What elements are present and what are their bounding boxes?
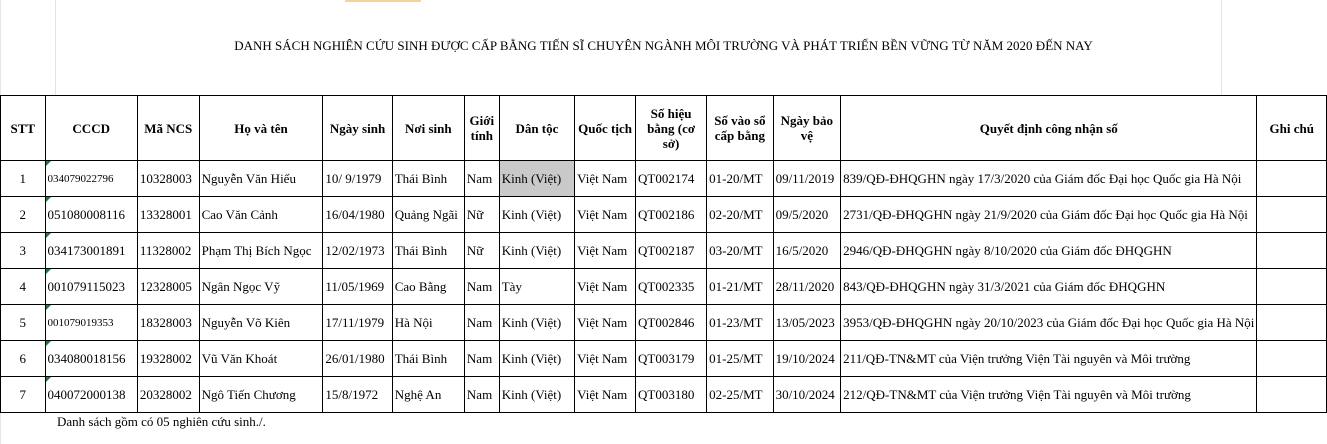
text-number-indicator-icon (46, 341, 51, 346)
cell-ngay-bao-ve[interactable]: 09/5/2020 (773, 197, 841, 233)
cell-so-hieu-bang[interactable]: QT002187 (636, 233, 707, 269)
header-ngay-sinh[interactable]: Ngày sinh (323, 96, 392, 161)
cell-so-vao-so[interactable]: 03-20/MT (707, 233, 773, 269)
cell-so-hieu-bang[interactable]: QT002186 (636, 197, 707, 233)
ncs-table (0, 95, 1327, 413)
cell-ngay-sinh[interactable]: 15/8/1972 (323, 377, 392, 413)
cell-quyet-dinh[interactable]: 839/QĐ-ĐHQGHN ngày 17/3/2020 của Giám đốc Đại học Quốc gia Hà Nội (841, 161, 1257, 197)
header-ma-ncs[interactable]: Mã NCS (137, 96, 199, 161)
selected-column-indicator (345, 0, 421, 2)
cell-stt[interactable]: 6 (1, 341, 46, 377)
cell-ho-ten[interactable]: Nguyễn Văn Hiếu (199, 161, 323, 197)
cell-quoc-tich[interactable]: Việt Nam (575, 197, 636, 233)
table-row (1, 161, 1327, 197)
cell-dan-toc-selected[interactable]: Kinh (Việt) (499, 161, 574, 197)
cell-so-vao-so[interactable]: 02-20/MT (707, 197, 773, 233)
cell-ghi-chu[interactable] (1257, 161, 1327, 197)
cell-so-hieu-bang[interactable]: QT003180 (636, 377, 707, 413)
cell-ho-ten[interactable]: Nguyễn Võ Kiên (199, 305, 323, 341)
cell-gioi-tinh[interactable]: Nam (464, 161, 499, 197)
cell-cccd[interactable]: 034173001891 (45, 233, 137, 269)
cell-stt[interactable]: 2 (1, 197, 46, 233)
cell-noi-sinh[interactable]: Hà Nội (392, 305, 464, 341)
cell-quyet-dinh[interactable]: 3953/QĐ-ĐHQGHN ngày 20/10/2023 của Giám đốc Đại học Quốc gia Hà Nội (841, 305, 1257, 341)
text-number-indicator-icon (46, 377, 51, 382)
table-row (1, 197, 1327, 233)
cell-so-vao-so[interactable]: 01-25/MT (707, 341, 773, 377)
header-so-vao-so[interactable]: Số vào sổ cấp bằng (707, 96, 773, 161)
cell-ghi-chu[interactable] (1257, 269, 1327, 305)
header-ngay-bao-ve[interactable]: Ngày bảo vệ (773, 96, 841, 161)
cell-ghi-chu[interactable] (1257, 197, 1327, 233)
cell-ngay-sinh[interactable]: 11/05/1969 (323, 269, 392, 305)
header-quoc-tich[interactable]: Quốc tịch (575, 96, 636, 161)
text-number-indicator-icon (46, 269, 51, 274)
cell-quoc-tich[interactable]: Việt Nam (575, 161, 636, 197)
table-row (1, 377, 1327, 413)
cell-so-vao-so[interactable]: 01-23/MT (707, 305, 773, 341)
cell-ngay-sinh[interactable]: 12/02/1973 (323, 233, 392, 269)
header-dan-toc[interactable]: Dân tộc (499, 96, 574, 161)
header-noi-sinh[interactable]: Nơi sinh (392, 96, 464, 161)
document-title: DANH SÁCH NGHIÊN CỨU SINH ĐƯỢC CẤP BẰNG TIẾN SĨ CHUYÊN NGÀNH MÔI TRƯỜNG VÀ PHÁT TRIỂN BỀN VỮNG TỪ NĂM 2020 ĐẾN NAY (234, 38, 1093, 53)
cell-gioi-tinh[interactable]: Nam (464, 377, 499, 413)
cell-cccd[interactable]: 051080008116 (45, 197, 137, 233)
table-row (1, 305, 1327, 341)
cell-ma-ncs[interactable]: 18328003 (137, 305, 199, 341)
cell-dan-toc[interactable]: Kinh (Việt) (499, 341, 574, 377)
cell-ngay-bao-ve[interactable]: 09/11/2019 (773, 161, 841, 197)
cell-cccd[interactable]: 034079022796 (45, 161, 137, 197)
cell-ngay-sinh[interactable]: 10/ 9/1979 (323, 161, 392, 197)
cell-gioi-tinh[interactable]: Nữ (464, 233, 499, 269)
cell-quoc-tich[interactable]: Việt Nam (575, 341, 636, 377)
cell-ghi-chu[interactable] (1257, 377, 1327, 413)
cell-ghi-chu[interactable] (1257, 341, 1327, 377)
cell-so-vao-so[interactable]: 01-20/MT (707, 161, 773, 197)
cell-quoc-tich[interactable]: Việt Nam (575, 233, 636, 269)
cell-ma-ncs[interactable]: 20328002 (137, 377, 199, 413)
cell-stt[interactable]: 4 (1, 269, 46, 305)
cell-quoc-tich[interactable]: Việt Nam (575, 269, 636, 305)
header-ho-ten[interactable]: Họ và tên (199, 96, 323, 161)
cell-ngay-sinh[interactable]: 26/01/1980 (323, 341, 392, 377)
cell-ghi-chu[interactable] (1257, 305, 1327, 341)
cell-quyet-dinh[interactable]: 843/QĐ-ĐHQGHN ngày 31/3/2021 của Giám đốc ĐHQGHN (841, 269, 1257, 305)
cell-dan-toc[interactable]: Tày (499, 269, 574, 305)
header-stt[interactable]: STT (1, 96, 46, 161)
cell-stt[interactable]: 1 (1, 161, 46, 197)
table-row (1, 233, 1327, 269)
cell-quyet-dinh[interactable]: 2731/QĐ-ĐHQGHN ngày 21/9/2020 của Giám đốc Đại học Quốc gia Hà Nội (841, 197, 1257, 233)
cell-stt[interactable]: 3 (1, 233, 46, 269)
cell-ma-ncs[interactable]: 19328002 (137, 341, 199, 377)
cell-ngay-bao-ve[interactable]: 16/5/2020 (773, 233, 841, 269)
text-number-indicator-icon (46, 305, 51, 310)
cell-cccd[interactable]: 001079019353 (45, 305, 137, 341)
cell-noi-sinh[interactable]: Cao Bằng (392, 269, 464, 305)
cell-stt[interactable]: 7 (1, 377, 46, 413)
cell-quyet-dinh[interactable]: 211/QĐ-TN&MT của Viện trưởng Viện Tài nguyên và Môi trường (841, 341, 1257, 377)
table-row (1, 269, 1327, 305)
cell-ngay-bao-ve[interactable]: 30/10/2024 (773, 377, 841, 413)
cell-dan-toc[interactable]: Kinh (Việt) (499, 197, 574, 233)
cell-ho-ten[interactable]: Phạm Thị Bích Ngọc (199, 233, 323, 269)
cell-ngay-sinh[interactable]: 17/11/1979 (323, 305, 392, 341)
cell-gioi-tinh[interactable]: Nam (464, 305, 499, 341)
cell-noi-sinh[interactable]: Thái Bình (392, 161, 464, 197)
cell-ngay-bao-ve[interactable]: 19/10/2024 (773, 341, 841, 377)
cell-cccd[interactable]: 034080018156 (45, 341, 137, 377)
cell-ghi-chu[interactable] (1257, 233, 1327, 269)
cell-ma-ncs[interactable]: 11328002 (137, 233, 199, 269)
cell-cccd[interactable]: 001079115023 (45, 269, 137, 305)
cell-dan-toc[interactable]: Kinh (Việt) (499, 377, 574, 413)
cell-noi-sinh[interactable]: Thái Bình (392, 341, 464, 377)
header-ghi-chu[interactable]: Ghi chú (1257, 96, 1327, 161)
cell-gioi-tinh[interactable]: Nữ (464, 197, 499, 233)
cell-dan-toc[interactable]: Kinh (Việt) (499, 305, 574, 341)
cell-ngay-bao-ve[interactable]: 13/05/2023 (773, 305, 841, 341)
cell-ho-ten[interactable]: Cao Văn Cảnh (199, 197, 323, 233)
cell-quyet-dinh[interactable]: 212/QĐ-TN&MT của Viện trưởng Viện Tài nguyên và Môi trường (841, 377, 1257, 413)
cell-ngay-sinh[interactable]: 16/04/1980 (323, 197, 392, 233)
cell-so-hieu-bang[interactable]: QT002174 (636, 161, 707, 197)
cell-stt[interactable]: 5 (1, 305, 46, 341)
cell-noi-sinh[interactable]: Quảng Ngãi (392, 197, 464, 233)
cell-ma-ncs[interactable]: 10328003 (137, 161, 199, 197)
cell-so-vao-so[interactable]: 02-25/MT (707, 377, 773, 413)
cell-dan-toc[interactable]: Kinh (Việt) (499, 233, 574, 269)
header-so-hieu-bang[interactable]: Số hiệu bằng (cơ sở) (636, 96, 707, 161)
cell-noi-sinh[interactable]: Nghệ An (392, 377, 464, 413)
cell-noi-sinh[interactable]: Thái Bình (392, 233, 464, 269)
cell-ma-ncs[interactable]: 13328001 (137, 197, 199, 233)
header-gioi-tinh[interactable]: Giới tính (464, 96, 499, 161)
cell-ho-ten[interactable]: Vũ Văn Khoát (199, 341, 323, 377)
text-number-indicator-icon (46, 233, 51, 238)
cell-ngay-bao-ve[interactable]: 28/11/2020 (773, 269, 841, 305)
header-quyet-dinh[interactable]: Quyết định công nhận số (841, 96, 1257, 161)
table-row (1, 341, 1327, 377)
header-row (1, 96, 1327, 161)
cell-gioi-tinh[interactable]: Nam (464, 341, 499, 377)
cell-so-hieu-bang[interactable]: QT003179 (636, 341, 707, 377)
header-cccd[interactable]: CCCD (45, 96, 137, 161)
cell-quoc-tich[interactable]: Việt Nam (575, 305, 636, 341)
cell-quyet-dinh[interactable]: 2946/QĐ-ĐHQGHN ngày 8/10/2020 của Giám đốc ĐHQGHN (841, 233, 1257, 269)
cell-ma-ncs[interactable]: 12328005 (137, 269, 199, 305)
footnote: Danh sách gồm có 05 nghiên cứu sinh./. (57, 414, 266, 429)
cell-ho-ten[interactable]: Ngô Tiến Chương (199, 377, 323, 413)
text-number-indicator-icon (46, 161, 51, 166)
cell-cccd[interactable]: 040072000138 (45, 377, 137, 413)
cell-so-hieu-bang[interactable]: QT002335 (636, 269, 707, 305)
text-number-indicator-icon (46, 197, 51, 202)
cell-gioi-tinh[interactable]: Nam (464, 269, 499, 305)
cell-quoc-tich[interactable]: Việt Nam (575, 377, 636, 413)
cell-so-vao-so[interactable]: 01-21/MT (707, 269, 773, 305)
cell-so-hieu-bang[interactable]: QT002846 (636, 305, 707, 341)
cell-ho-ten[interactable]: Ngân Ngọc Vỹ (199, 269, 323, 305)
